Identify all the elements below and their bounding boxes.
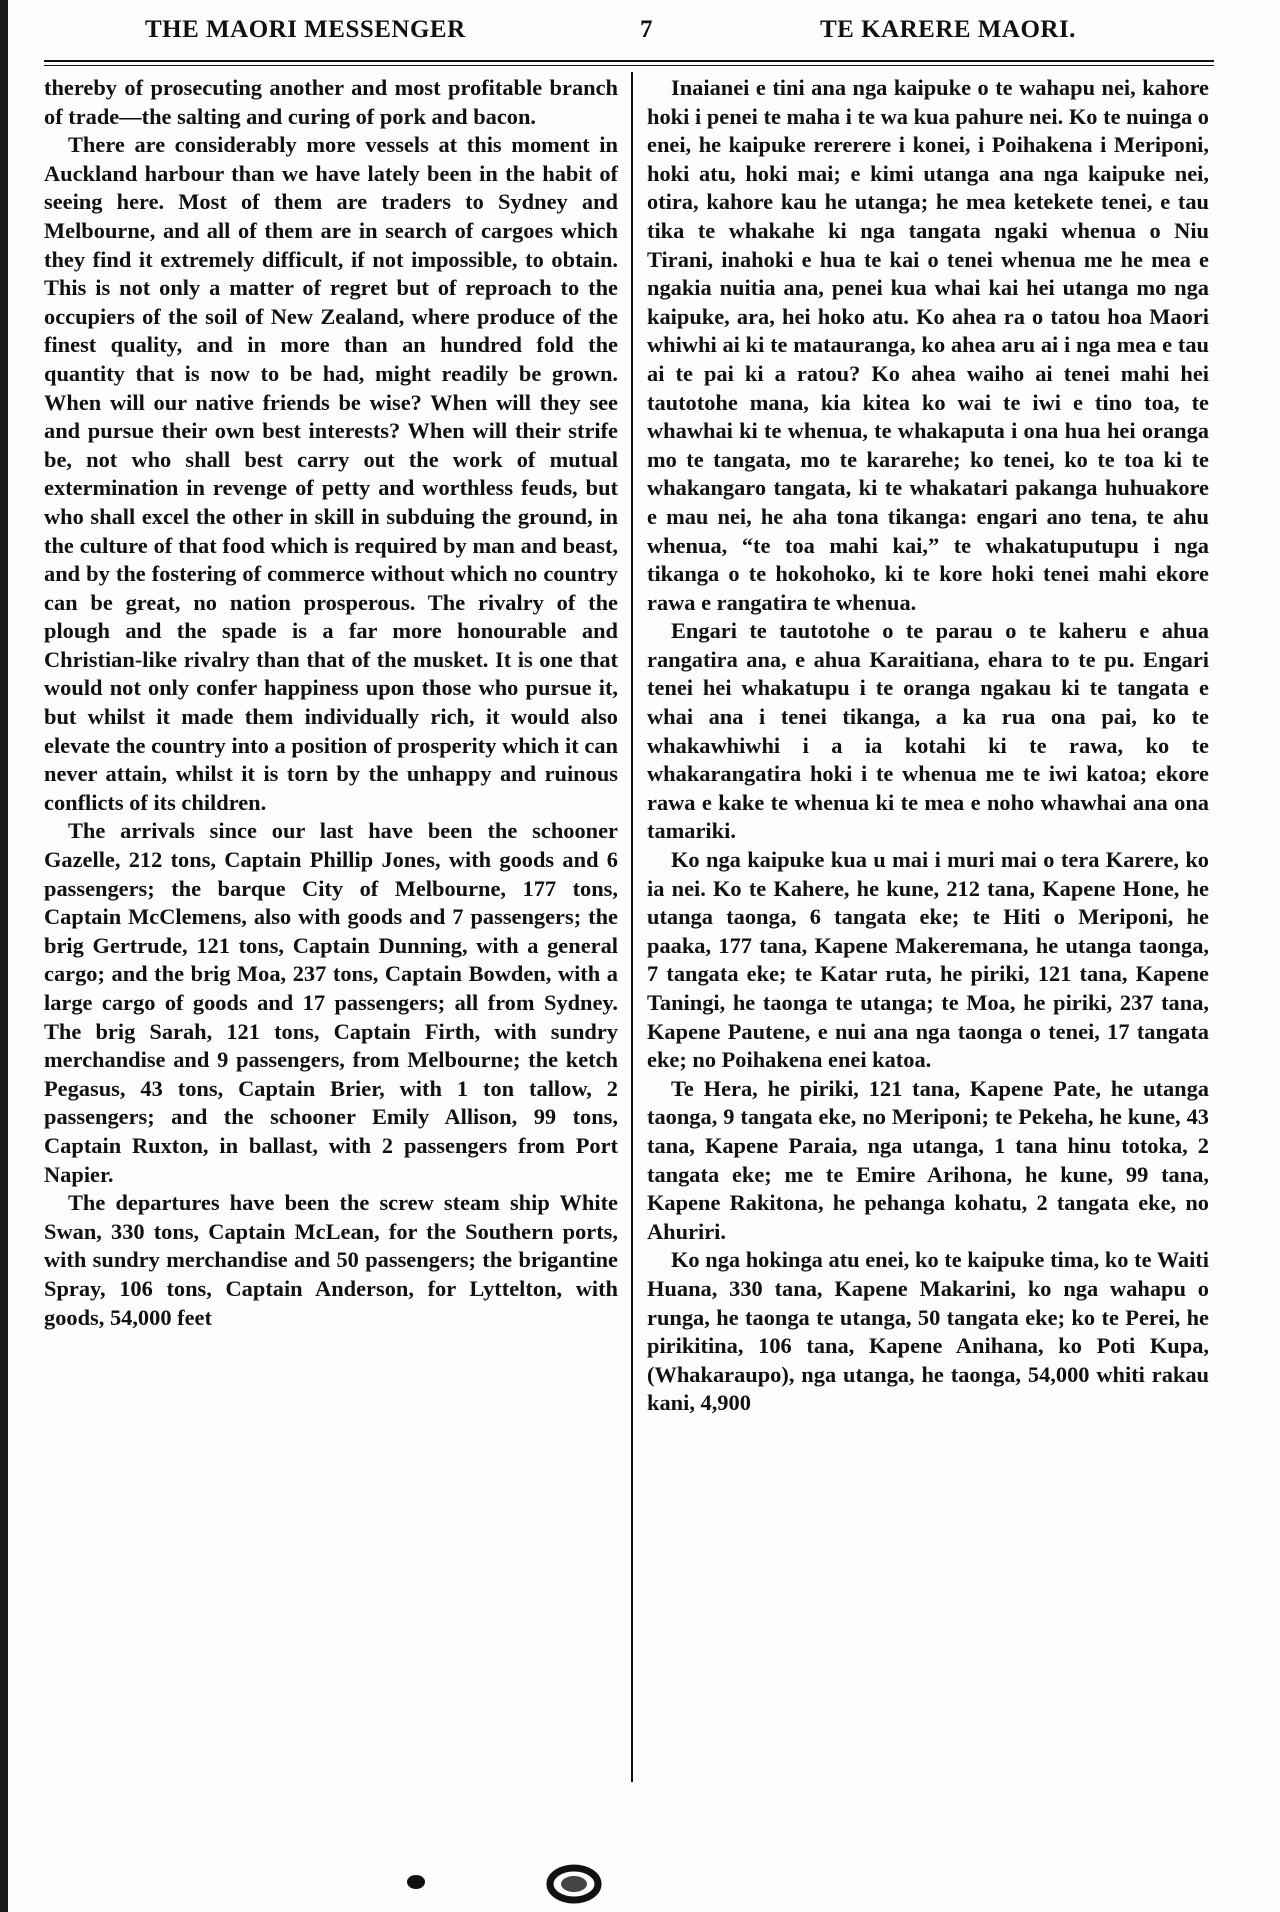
english-paragraph-3: The arrivals since our last have been the schooner Gazelle, 212 tons, Captain Phillip Jones, with goods and 6 passengers; the barque City of Melbourne, 177 tons, Captain McClemens, also with goods and 7 passengers; the brig Gertrude, 121 tons, Captain Dunning, with a general cargo; and the brig Moa, 237 tons, Captain Bowden, with a large cargo of goods and 17 passengers; all from Sydney. The brig Sarah, 121 tons, Captain Firth, with sundry merchandise and 9 passengers, from Melbourne; the ketch Pegasus, 43 tons, Captain Brier, with 1 ton tallow, 2 passengers; and the schooner Emily Allison, 99 tons, Captain Ruxton, in ballast, with 2 passengers from Port Napier. bbox=[44, 818, 618, 1187]
english-column bbox=[44, 74, 618, 1332]
english-paragraph-4: The departures have been the screw steam ship White Swan, 330 tons, Captain McLean, for the Southern ports, with sundry merchandise and 50 passengers; the brigantine Spray, 106 tons, Captain Anderson, for Lyttelton, with goods, 54,000 feet bbox=[44, 1190, 618, 1330]
maori-paragraph-2: Engari te tautotohe o te parau o te kaheru e ahua rangatira ana, e ahua Karaitiana, ehara to te pu. Engari tenei hei whakatupu i te oranga ngakau ki te tangata e whai ana i tenei tikanga, a ka rua ona pai, ko te whakawhiwhi i a ia kotahi ki te rawa, ko te whakarangatira hoki i te whenua me te iwi katoa; ekore rawa e kake te whenua ki te mea e noho whawhai ana ona tamariki. bbox=[647, 618, 1209, 844]
column-divider bbox=[631, 72, 633, 1782]
header-english-title: THE MAORI MESSENGER bbox=[145, 16, 466, 43]
english-paragraph-2: There are considerably more vessels at this moment in Auckland harbour than we have lately been in the habit of seeing here. Most of them are traders to Sydney and Melbourne, and all of them are in search of cargoes which they find it extremely difficult, if not impossible, to obtain. This is not only a matter of regret but of reproach to the occupiers of the soil of New Zealand, where produce of the finest quality, and in more than an hundred fold the quantity that is now to be had, might readily be grown. When will our native friends be wise? When will they see and pursue their own best interests? When will their strife be, not who shall best carry out the work of mutual extermination in revenge of petty and worthless feuds, but who shall excel the other in skill in subduing the ground, in the culture of that food which is required by man and beast, and by the fostering of commerce without which no country can be great, no nation prosperous. The rivalry of the plough and the spade is a far more honourable and Christian-like rivalry than that of the musket. It is one that would not only confer happiness upon those who pursue it, but whilst it made them individually rich, it would also elevate the country into a position of prosperity which it can never attain, whilst it is torn by the unhappy and ruinous conflicts of its children. bbox=[44, 132, 618, 815]
maori-paragraph-4: Te Hera, he piriki, 121 tana, Kapene Pate, he utanga taonga, 9 tangata eke, no Meriponi; te Pekeha, he kune, 43 tana, Kapene Paraia, nga utanga, 1 tana hinu totoka, 2 tangata eke; me te Emire Arihona, he kune, 99 tana, Kapene Rakitona, he pehanga kohatu, 2 tangata eke, no Ahuriri. bbox=[647, 1075, 1209, 1244]
header-rule-thin bbox=[44, 65, 1214, 66]
header-maori-title: TE KARERE MAORI. bbox=[820, 16, 1076, 43]
english-paragraph-1: thereby of prosecuting another and most profitable branch of trade—the salting and curing of pork and bacon. bbox=[44, 75, 618, 129]
page-edge-shadow bbox=[0, 0, 8, 1912]
maori-paragraph-5: Ko nga hokinga atu enei, ko te kaipuke tima, ko te Waiti Huana, 330 tana, Kapene Makarini, ko nga wahapu o runga, he taonga te utanga, 50 tangata eke; ko te Perei, he pirikitina, 106 tana, Kapene Anihana, ko Poti Kupa, (Whakaraupo), nga utanga, he taonga, 54,000 whiti rakau kani, 4,900 bbox=[647, 1247, 1209, 1416]
maori-paragraph-1: Inaianei e tini ana nga kaipuke o te wahapu nei, kahore hoki i penei te maha i te wa kua pahure nei. Ko te nuinga o enei, he kaipuke rererere i konei, i Poihakena i Meriponi, hoki atu, hoki mai; e kimi utanga ana nga kaipuke nei, otira, kahore kau he utanga; he mea ketekete tenei, e tau tika te whakahe ki nga tangata ngaki whenua o Niu Tirani, inahoki e hua te kai o tenei whenua me he mea e ngakia nuitia ana, penei kua whai kai hei utanga mo nga kaipuke, ara, hei hoko atu. Ko ahea ra o tatou hoa Maori whiwhi ai ki te matauranga, ko ahea aru ai i nga mea e tau ai te pai ki a ratou? Ko ahea waiho ai tenei mahi hei tautotohe mana, kia kitea ko wai te iwi e tino toa, te whawhai ki te whenua, te whakaputa i ona hua hei oranga mo te tangata, mo te kararehe; ko tenei, ko te toa ki te whakangaro tangata, ki te whakatari pakanga huhuakore e mau nei, he aha tona tikanga: engari ano tena, te ahu whenua, “te toa mahi kai,” te whakatuputupu i nga tikanga o te hokohoko, ki te kore hoki tenei mahi ekore rawa e rangatira te whenua. bbox=[647, 75, 1209, 615]
page-header bbox=[40, 10, 1220, 50]
footer-ornament bbox=[0, 1860, 1280, 1912]
maori-paragraph-3: Ko nga kaipuke kua u mai i muri mai o tera Karere, ko ia nei. Ko te Kahere, he kune, 212 tana, Kapene Hone, he utanga taonga, 6 tangata eke; te Hiti o Meriponi, he paaka, 177 tana, Kapene Makeremana, he utanga taonga, 7 tangata eke; te Katar ruta, he piriki, 121 tana, Kapene Taningi, he taonga te utanga; te Moa, he piriki, 237 tana, Kapene Pautene, e nui ana nga taonga o tenei, 17 tangata eke; no Poihakena enei katoa. bbox=[647, 847, 1209, 1073]
page-number: 7 bbox=[640, 16, 653, 43]
ornament-ring-center bbox=[561, 1876, 587, 1892]
maori-column bbox=[647, 74, 1209, 1418]
header-rule bbox=[44, 60, 1214, 62]
ornament-dot-left bbox=[407, 1875, 425, 1889]
